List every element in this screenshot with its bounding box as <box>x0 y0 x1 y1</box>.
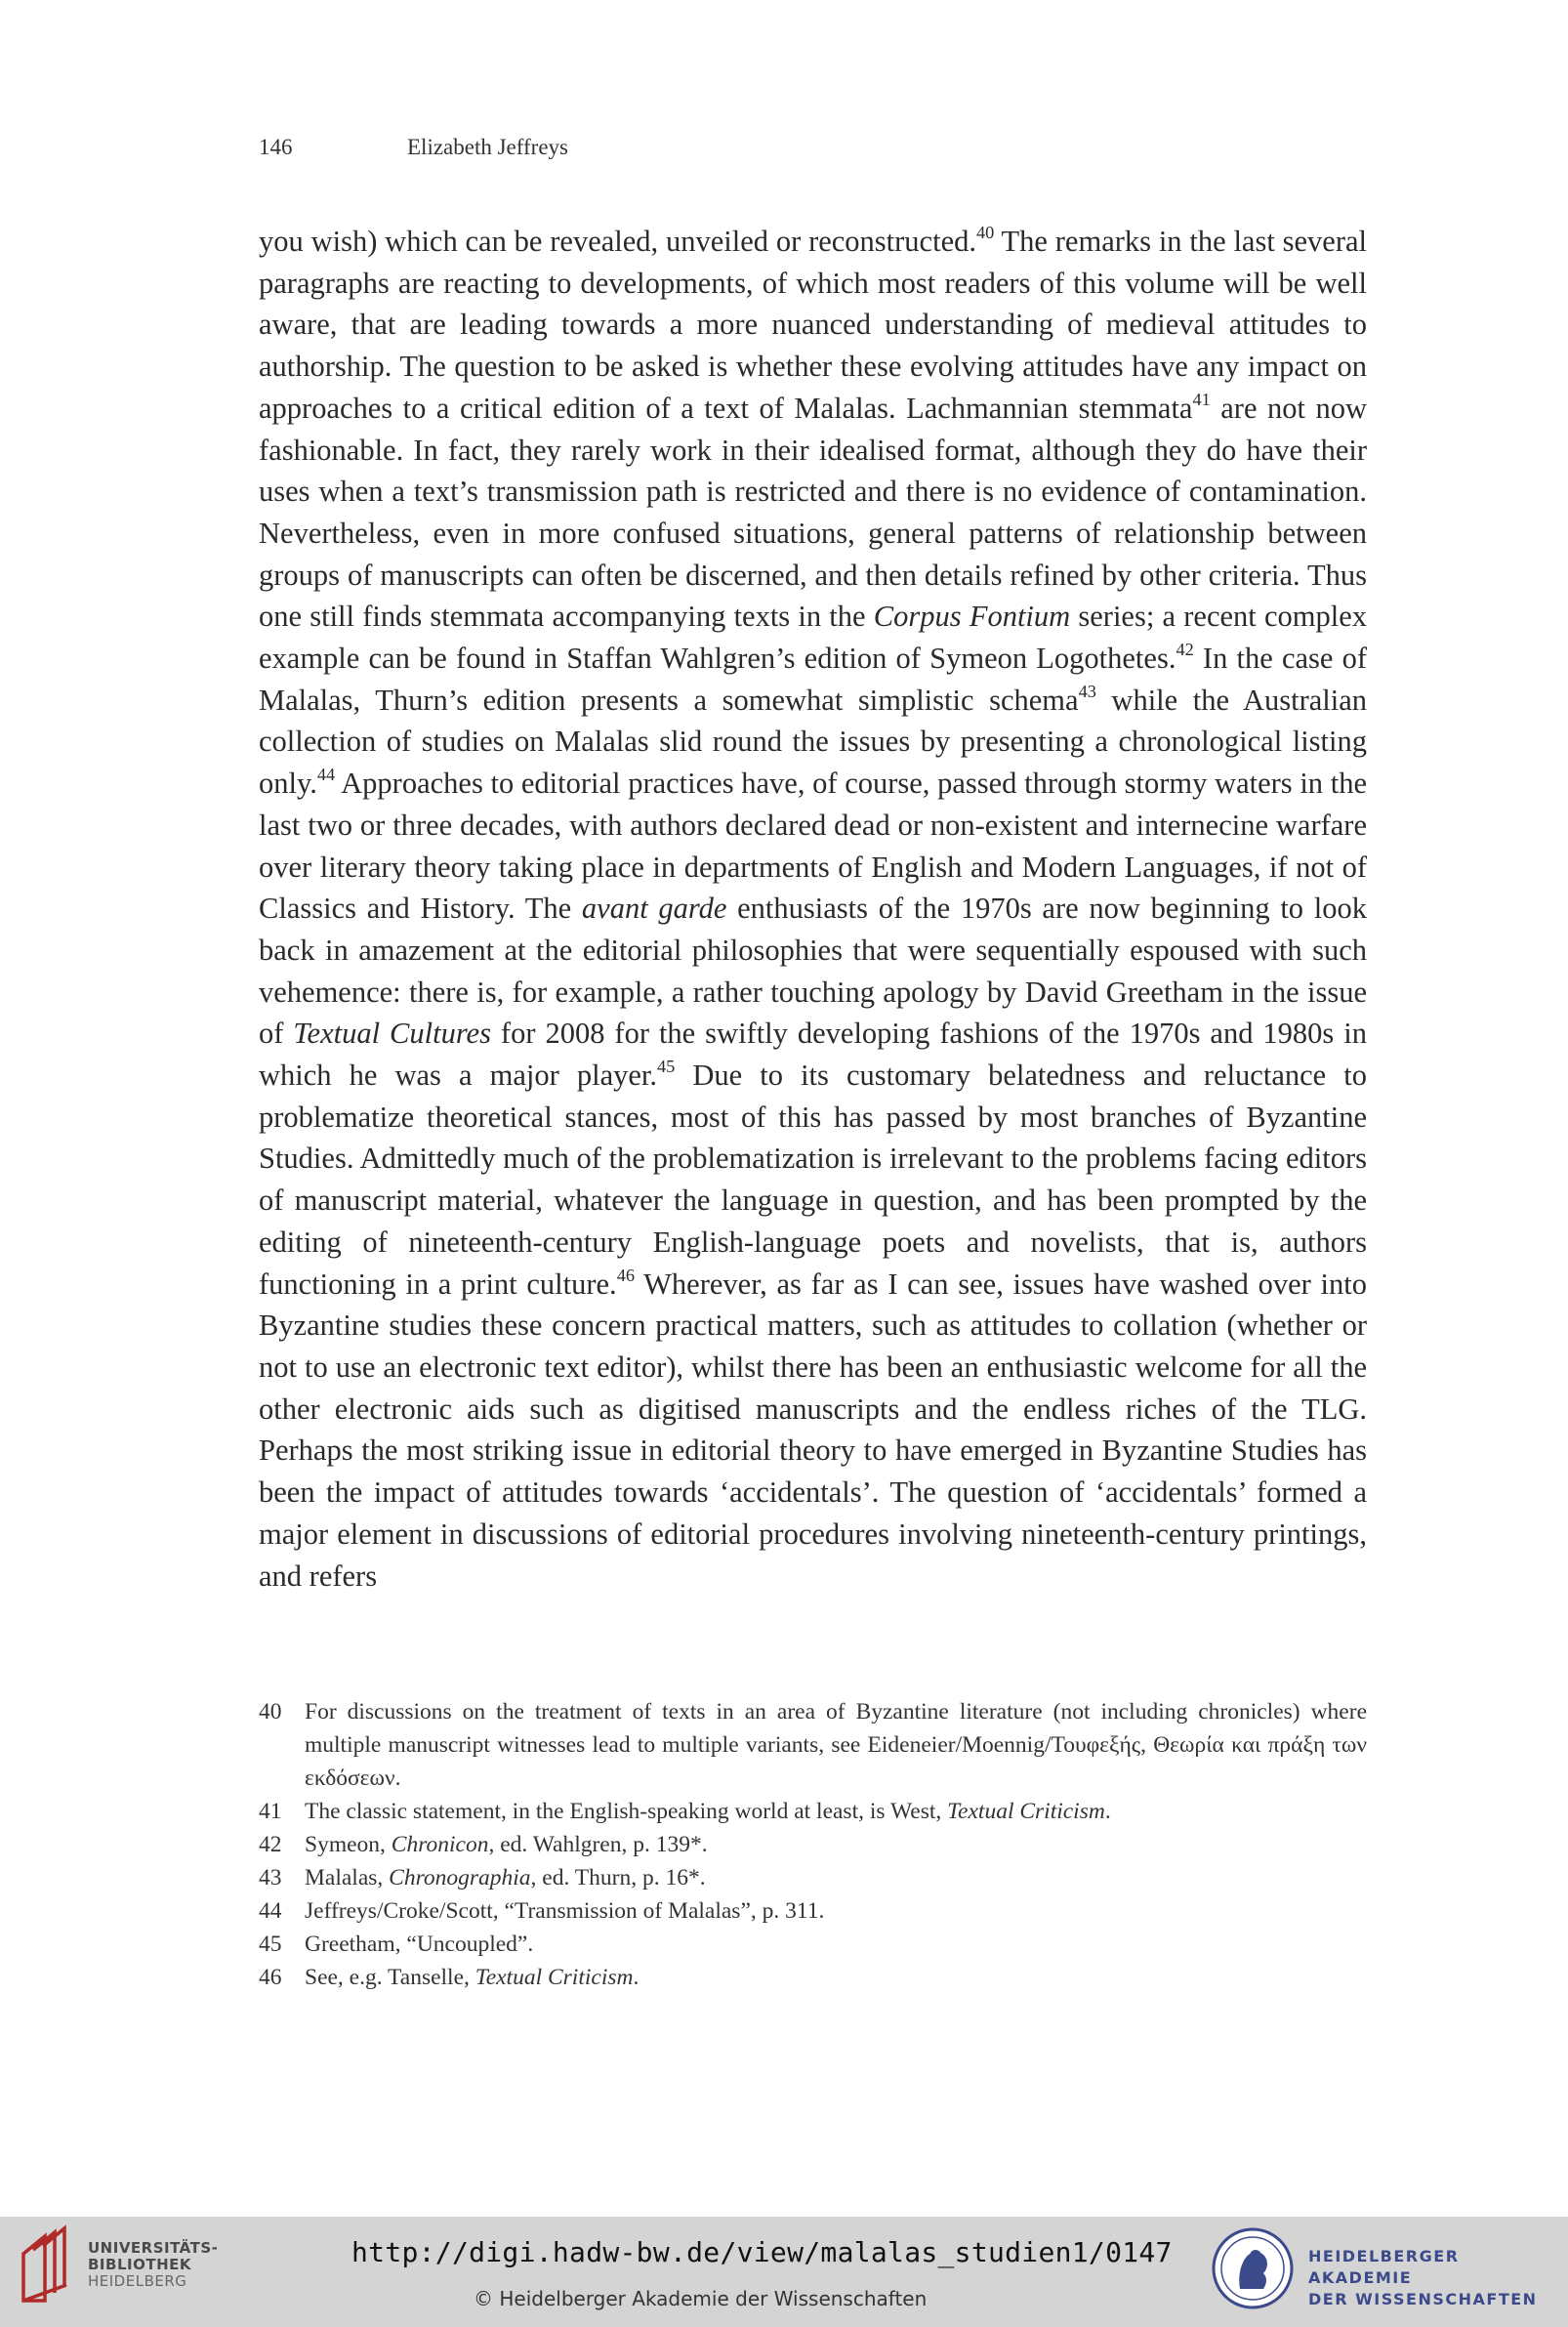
footnote-ref-43[interactable]: 43 <box>1078 681 1096 701</box>
footnote-italic: Chronographia <box>389 1865 531 1891</box>
hadw-line: HEIDELBERGER AKADEMIE <box>1308 2247 1460 2287</box>
footnote-text-part: , ed. Wahlgren, p. 139*. <box>488 1832 708 1857</box>
italic-title: Textual Cultures <box>293 1017 491 1051</box>
footnote-text-part: See, e.g. Tanselle, <box>305 1965 475 1990</box>
footnote <box>259 1894 1367 1928</box>
body-segment: are not now fashionable. In fact, they rarely work in their idealised format, although they do have their uses when a text’s transmission path is restricted and there is no evidence of contamination. Nevertheless, even in more confused situations, general patterns of relationship between groups of manuscripts can often be discerned, and then details refined by other criteria. Thus one still finds stemmata accompanying texts in the <box>259 391 1367 634</box>
body-segment: In the case of Malalas, Thurn’s edition presents a somewhat simplistic schema <box>259 642 1368 717</box>
italic-title: Corpus Fontium <box>873 600 1071 634</box>
ub-line: HEIDELBERG <box>88 2272 187 2290</box>
footnote-text-part: , ed. Thurn, p. 16*. <box>530 1865 706 1891</box>
footnote-ref-44[interactable]: 44 <box>316 765 336 785</box>
footnote-text-part: The classic statement, in the English-speaking world at least, is West, <box>305 1799 948 1824</box>
hadw-line: DER WISSENSCHAFTEN <box>1308 2290 1538 2308</box>
footnote-text-part: . <box>633 1965 640 1990</box>
footnote-ref-40[interactable]: 40 <box>975 223 995 243</box>
footnote-text-part: . <box>1104 1799 1111 1824</box>
body-segment: you wish) which can be revealed, unveiled or reconstructed. <box>259 225 976 258</box>
footnote-text-part: For discussions on the treatment of texts in an area of Byzantine literature (not including chronicles) where multiple manuscript witnesses lead to multiple variants, see Eideneier/Moennig/Τουφεξής, Θεωρία και πράξη των εκδόσεων. <box>305 1699 1367 1791</box>
ub-heidelberg-logo-icon[interactable] <box>16 2224 76 2308</box>
footnote-italic: Textual Criticism <box>947 1799 1105 1824</box>
footnote-ref-41[interactable]: 41 <box>1192 390 1211 410</box>
footnote-number: 40 <box>259 1699 282 1724</box>
ub-line: UNIVERSITÄTS- <box>88 2239 219 2257</box>
body-segment: enthusiasts of the 1970s are now beginning to look back in amazement at the editorial philosophies that were sequentially espoused with such vehemence: there is, for example, a rather touching apology by David Greetham in the issue of <box>259 892 1367 1051</box>
body-segment: Due to its customary belatedness and reluctance to problematize theoretical stances, most of this has passed by most branches of Byzantine Studies. Admittedly much of the problematization is irrelevant to the problems facing editors of manuscript material, whatever the language in question, and has been prompted by the editing of nineteenth-century English-language poets and novelists, that is, authors functioning in a print culture. <box>259 1059 1367 1301</box>
running-head-author: Elizabeth Jeffreys <box>407 135 568 159</box>
hadw-wordmark[interactable] <box>1308 2246 1568 2310</box>
digitization-banner <box>0 2217 1568 2327</box>
footnote-text <box>305 1961 1367 1994</box>
footnote <box>259 1795 1367 1828</box>
footnote-text-part: Greetham, “Uncoupled”. <box>305 1932 534 1957</box>
footnote <box>259 1861 1367 1894</box>
footnote <box>259 1695 1367 1795</box>
footnote-ref-45[interactable]: 45 <box>657 1057 676 1077</box>
ub-heidelberg-wordmark[interactable] <box>88 2240 218 2290</box>
ub-line: BIBLIOTHEK <box>88 2256 191 2273</box>
footnote-text <box>305 1695 1367 1795</box>
footnote-number: 42 <box>259 1832 282 1857</box>
footnote <box>259 1928 1367 1961</box>
footnote-text-part: Symeon, <box>305 1832 392 1857</box>
footnote-number: 45 <box>259 1932 282 1957</box>
footnote-text-part: Malalas, <box>305 1865 390 1891</box>
footnote-number: 44 <box>259 1898 282 1924</box>
footnote <box>259 1961 1367 1994</box>
italic-phrase: avant garde <box>581 892 727 926</box>
copyright-notice: © Heidelberger Akademie der Wissenschaften <box>474 2287 928 2310</box>
footnote-text <box>305 1795 1367 1828</box>
footnote-italic: Textual Criticism <box>475 1965 634 1990</box>
hadw-seal-icon[interactable] <box>1211 2226 1295 2310</box>
footnote-number: 43 <box>259 1865 282 1891</box>
body-segment: for 2008 for the swiftly developing fashions of the 1970s and 1980s in which he was a major player. <box>259 1017 1367 1093</box>
body-segment: The remarks in the last several paragraphs are reacting to developments, of which most readers of this volume will be well aware, that are leading towards a more nuanced understanding of medieval attitudes to authorship. The question to be asked is whether these evolving attitudes have any impact on approaches to a critical edition of a text of Malalas. Lachmannian stemmata <box>259 225 1367 425</box>
body-segment: Wherever, as far as I can see, issues have washed over into Byzantine studies these concern practical matters, such as attitudes to collation (whether or not to use an electronic text editor), whilst there has been an enthusiastic welcome for all the other electronic aids such as digitised manuscripts and the endless riches of the TLG. Perhaps the most striking issue in editorial theory to have emerged in Byzantine Studies has been the impact of attitudes towards ‘accidentals’. The question of ‘accidentals’ formed a major element in discussions of editorial procedures involving nineteenth-century printings, and refers <box>259 1267 1367 1593</box>
footnote-italic: Chronicon <box>391 1832 489 1857</box>
body-segment: while the Australian collection of studies on Malalas slid round the issues by presenting a chronological listing only. <box>259 683 1367 801</box>
running-head <box>259 135 1382 160</box>
footnote-text <box>305 1861 1367 1894</box>
body-paragraph <box>259 221 1367 1597</box>
footnote-text <box>305 1828 1367 1861</box>
footnote-text-part: Jeffreys/Croke/Scott, “Transmission of Malalas”, p. 311. <box>305 1898 825 1924</box>
footnote-text <box>305 1928 1367 1961</box>
footnote-text <box>305 1894 1367 1928</box>
footnote-ref-42[interactable]: 42 <box>1176 640 1194 660</box>
footnote-number: 41 <box>259 1799 282 1824</box>
footnote-ref-46[interactable]: 46 <box>616 1265 635 1285</box>
permalink-url[interactable]: http://digi.hadw-bw.de/view/malalas_studien1/0147 <box>351 2236 1173 2268</box>
footnotes <box>259 1695 1367 1994</box>
footnote <box>259 1828 1367 1861</box>
body-segment: series; a recent complex example can be found in Staffan Wahlgren’s edition of Symeon Logothetes. <box>259 600 1367 676</box>
footnote-number: 46 <box>259 1965 282 1990</box>
page-number: 146 <box>259 135 293 159</box>
body-segment: Approaches to editorial practices have, of course, passed through stormy waters in the last two or three decades, with authors declared dead or non-existent and internecine warfare over literary theory taking place in departments of English and Modern Languages, if not of Classics and History. The <box>259 767 1367 926</box>
